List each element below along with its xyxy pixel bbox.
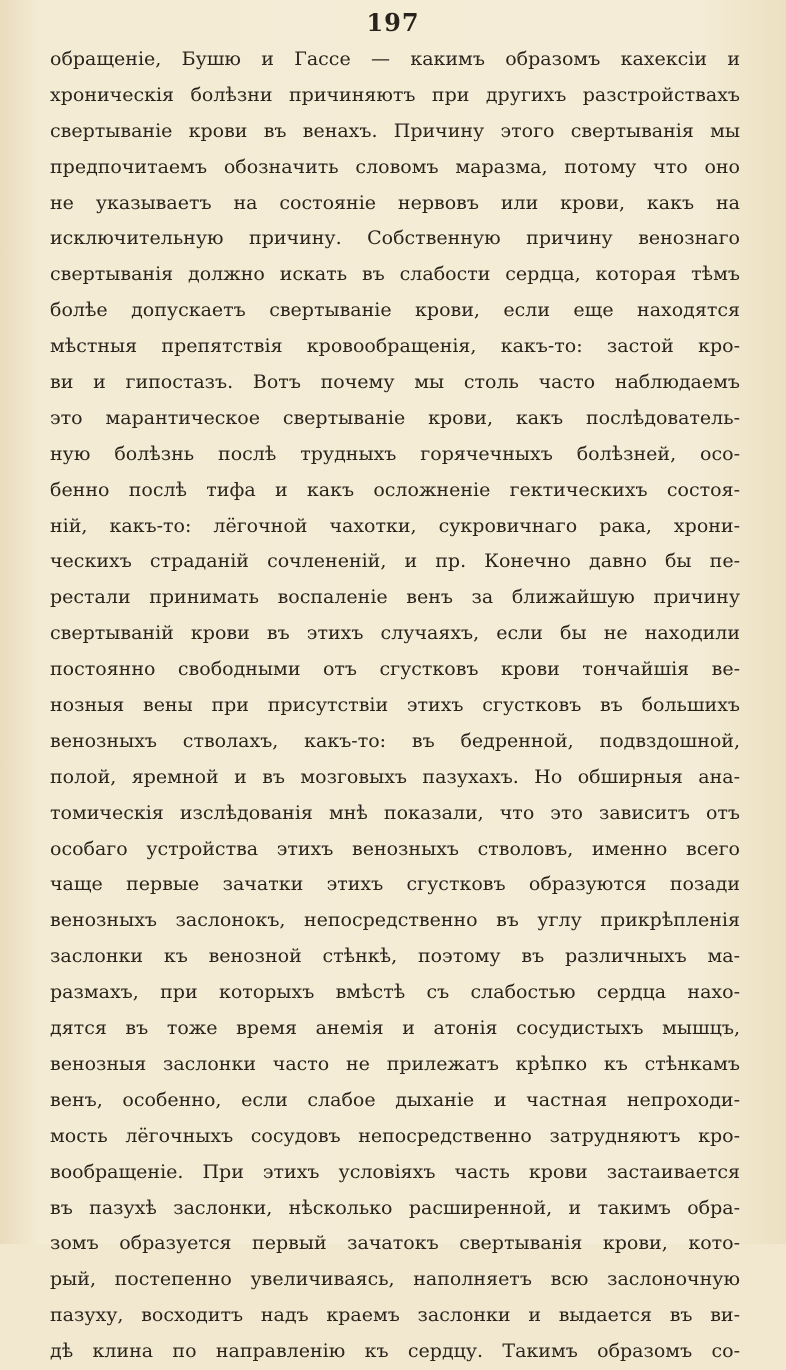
text-line: томическія изслѣдованія мнѣ показали, что это зависитъ отъ: [50, 801, 740, 824]
text-line: мѣстныя препятствія кровообращенія, какъ-то: застой кро-: [50, 335, 740, 358]
text-line: свертываніе крови въ венахъ. Причину этого свертыванія мы: [50, 119, 740, 142]
body-text: [50, 42, 740, 1370]
text-line: предпочитаемъ обозначить словомъ марaзма, потому что оно: [50, 155, 740, 178]
text-line: нозныя вены при присутствіи этихъ сгустковъ въ большихъ: [50, 694, 740, 717]
text-line: бенно послѣ тифа и какъ осложненіе гектическихъ состоя-: [50, 478, 740, 501]
text-line: ви и гипостазъ. Вотъ почему мы столь часто наблюдаемъ: [50, 371, 740, 394]
text-line: это марантическое свертываніе крови, какъ послѣдователь-: [50, 406, 740, 429]
text-line: венозныхъ стволахъ, какъ-то: въ бедренной, подвздошной,: [50, 729, 740, 752]
text-line: полой, яремной и въ мозговыхъ пазухахъ. Но обширныя ана-: [50, 765, 740, 788]
text-line: заслонки къ венозной стѣнкѣ, поэтому въ различныхъ ма-: [50, 945, 740, 968]
text-line: венъ, особенно, если слабое дыханіе и частная непроходи-: [50, 1088, 740, 1111]
text-line: пазуху, восходитъ надъ краемъ заслонки и выдается въ ви-: [50, 1304, 740, 1327]
text-line: свертыванiй крови въ этихъ случаяхъ, если бы не находили: [50, 622, 740, 645]
text-line: болѣе допускаетъ свертываніе крови, если еще находятся: [50, 299, 740, 322]
text-line: ній, какъ-то: лёгочной чахотки, сукровичнаго рака, хрони-: [50, 514, 740, 537]
text-line: не указываетъ на состояніе нервовъ или крови, какъ на: [50, 191, 740, 214]
text-line: чаще первые зачатки этихъ сгустковъ образуются позади: [50, 873, 740, 896]
text-line: обращеніе, Бушю и Гассе — какимъ образомъ кахексіи и: [50, 48, 740, 70]
text-line: венозныя заслонки часто не прилежатъ крѣпко къ стѣнкамъ: [50, 1052, 740, 1075]
text-line: исключительную причину. Собственную причину венознаго: [50, 227, 740, 250]
text-line: хроническія болѣзни причиняютъ при другихъ разстройствахъ: [50, 83, 740, 106]
text-line: дѣ клина по направленію къ сердцу. Такимъ образомъ со-: [50, 1340, 740, 1363]
text-line: въ пазухѣ заслонки, нѣсколько расширенной, и такимъ обра-: [50, 1196, 740, 1219]
text-line: рестали принимать воспаленіе венъ за ближайшую причину: [50, 586, 740, 609]
text-line: дятся въ тоже время анемія и атонія сосудистыхъ мышцъ,: [50, 1017, 740, 1040]
text-line: вообращеніе. При этихъ условіяхъ часть крови застаивается: [50, 1160, 740, 1183]
text-line: рый, постепенно увеличиваясь, наполняетъ всю заслоночную: [50, 1268, 740, 1291]
text-line: ческихъ страданій сочлененій, и пр. Конечно давно бы пе-: [50, 550, 740, 573]
text-line: мость лёгочныхъ сосудовъ непосредственно затрудняютъ кро-: [50, 1124, 740, 1147]
text-line: размахъ, при которыхъ вмѣстѣ съ слабостью сердца нахо-: [50, 981, 740, 1004]
text-line: венозныхъ заслонокъ, непосредственно въ углу прикрѣпленія: [50, 909, 740, 932]
text-line: постоянно свободными отъ сгустковъ крови тончайшія ве-: [50, 658, 740, 681]
text-line: ную болѣзнь послѣ трудныхъ горячечныхъ болѣзней, осо-: [50, 442, 740, 465]
text-line: зомъ образуется первый зачатокъ свертыванія крови, кото-: [50, 1232, 740, 1255]
text-line: свертыванія должно искать въ слабости сердца, которая тѣмъ: [50, 263, 740, 286]
page-number: 197: [366, 8, 420, 37]
text-line: особаго устройства этихъ венозныхъ стволовъ, именно всего: [50, 837, 740, 860]
